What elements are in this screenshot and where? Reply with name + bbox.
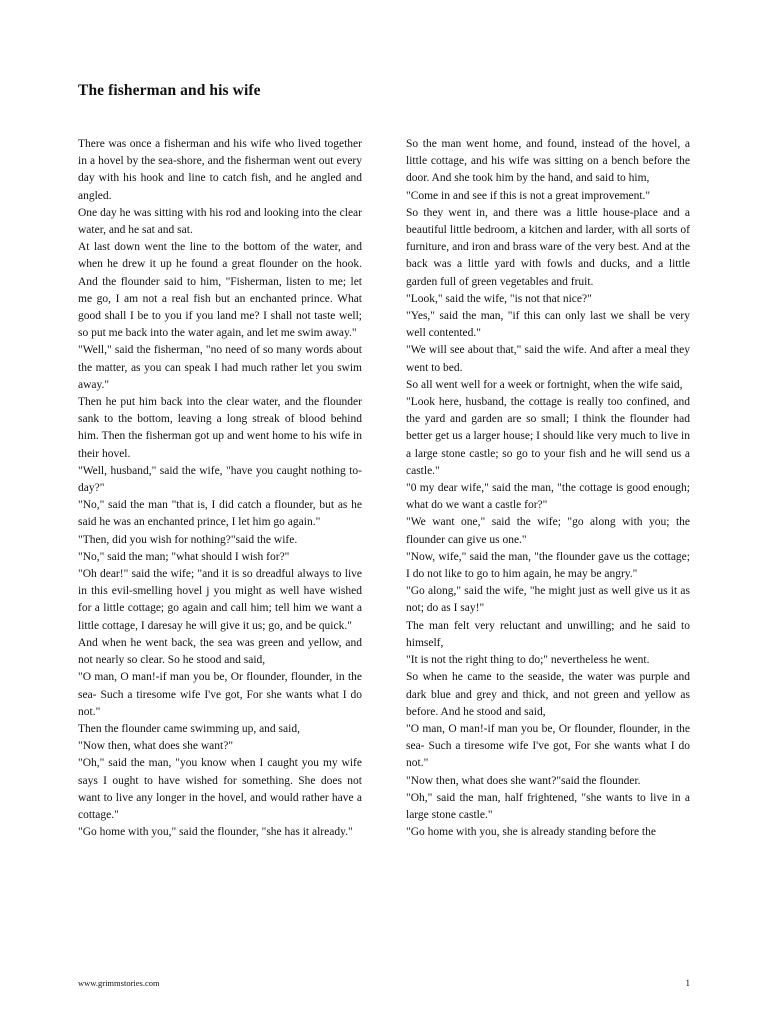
paragraph: "Now then, what does she want?"	[78, 740, 234, 753]
left-text-column	[78, 136, 362, 841]
paragraph: "0 my dear wife," said the man, "the cottage is good enough; what do we want a castle for?"	[406, 482, 690, 512]
paragraph: "Go home with you," said the flounder, "she has it already."	[78, 826, 353, 839]
paragraph: "Come in and see if this is not a great improvement."	[406, 189, 651, 202]
paragraph: "O man, O man!-if man you be, Or flounder, flounder, in the sea- Such a tiresome wife I've got, For she wants what I do not."	[78, 671, 362, 718]
paragraph: "No," said the man "that is, I did catch a flounder, but as he said he was an enchanted prince, I let him go again."	[78, 499, 362, 529]
paragraph: "Then, did you wish for nothing?"said the wife.	[78, 533, 298, 546]
paragraph: "Go home with you, she is already standing before the	[406, 826, 656, 839]
paragraph: "Look here, husband, the cottage is really too confined, and the yard and garden are so small; I think the flounder had better get us a larger house; I should like very much to live in a large stone castle; so go to your fish and he will send us a castle."	[406, 396, 690, 477]
footer-website-url: www.grimmstories.com	[78, 978, 160, 988]
paragraph: "Go along," said the wife, "he might just as well give us it as not; do as I say!"	[406, 585, 690, 615]
document-title: The fisherman and his wife	[78, 82, 261, 99]
paragraph: So the man went home, and found, instead of the hovel, a little cottage, and his wife was sitting on a bench before the door. And she took him by the hand, and said to him,	[406, 138, 690, 185]
paragraph: At last down went the line to the bottom of the water, and when he drew it up he found a great flounder on the hook. And the flounder said to him, "Fisherman, listen to me; let me go, I am not a real fish but an enchanted prince. What good shall I be to you if you land me? I shall not taste well; so put me back into the water again, and let me swim away."	[78, 241, 362, 340]
paragraph: So when he came to the seaside, the water was purple and dark blue and grey and thick, and not green and yellow as before. And he stood and said,	[406, 671, 690, 718]
paragraph: Then he put him back into the clear water, and the flounder sank to the bottom, leaving a long streak of blood behind him. Then the fisherman got up and went home to his wife in their hovel.	[78, 396, 362, 460]
paragraph: "Well, husband," said the wife, "have you caught nothing to-day?"	[78, 464, 362, 495]
paragraph: The man felt very reluctant and unwilling; and he said to himself,	[406, 619, 690, 649]
paragraph: "We want one," said the wife; "go along with you; the flounder can give us one."	[406, 516, 690, 546]
paragraph: "We will see about that," said the wife. And after a meal they went to bed.	[406, 344, 690, 374]
paragraph: "Oh," said the man, half frightened, "she wants to live in a large stone castle."	[406, 791, 690, 821]
paragraph: "Well," said the fisherman, "no need of so many words about the matter, as you can speak I had much rather let you swim away."	[78, 344, 362, 391]
page-number: 1	[685, 978, 690, 988]
paragraph: So they went in, and there was a little house-place and a beautiful little bedroom, a kitchen and larder, with all sorts of furniture, and iron and brass ware of the very best. And at the back was a little yard with fowls and ducks, and a little garden full of green vegetables and fruit.	[406, 206, 690, 288]
paragraph: Then the flounder came swimming up, and said,	[78, 722, 300, 735]
paragraph: "O man, O man!-if man you be, Or flounder, flounder, in the sea- Such a tiresome wife I've got, For she wants what I do not."	[406, 722, 690, 770]
paragraph: And when he went back, the sea was green and yellow, and not nearly so clear. So he stood and said,	[78, 636, 362, 667]
paragraph: There was once a fisherman and his wife who lived together in a hovel by the sea-shore, and the fisherman went out every day with his hook and line to catch fish, and he angled and angled.	[78, 138, 362, 202]
paragraph: So all went well for a week or fortnight, when the wife said,	[406, 378, 683, 391]
paragraph: "Yes," said the man, "if this can only last we shall be very well contented."	[406, 310, 690, 340]
paragraph: "Look," said the wife, "is not that nice?"	[406, 292, 592, 305]
paragraph: "Now then, what does she want?"said the flounder.	[406, 774, 641, 787]
paragraph: "Oh," said the man, "you know when I caught you my wife says I ought to have wished for something. She does not want to live any longer in the hovel, and would rather have a cottage."	[78, 757, 362, 821]
right-text-column	[406, 136, 690, 841]
paragraph: "No," said the man; "what should I wish for?"	[78, 550, 290, 563]
paragraph: One day he was sitting with his rod and looking into the clear water, and he sat and sat.	[78, 206, 362, 237]
paragraph: "Oh dear!" said the wife; "and it is so dreadful always to live in this evil-smelling hovel j you might as well have wished for a little cottage; go again and call him; tell him we want a little cottage, I daresay he will give it us; go, and be quick."	[78, 568, 362, 632]
paragraph: "It is not the right thing to do;" nevertheless he went.	[406, 654, 650, 667]
paragraph: "Now, wife," said the man, "the flounder gave us the cottage; I do not like to go to him again, he may be angry."	[406, 550, 690, 581]
